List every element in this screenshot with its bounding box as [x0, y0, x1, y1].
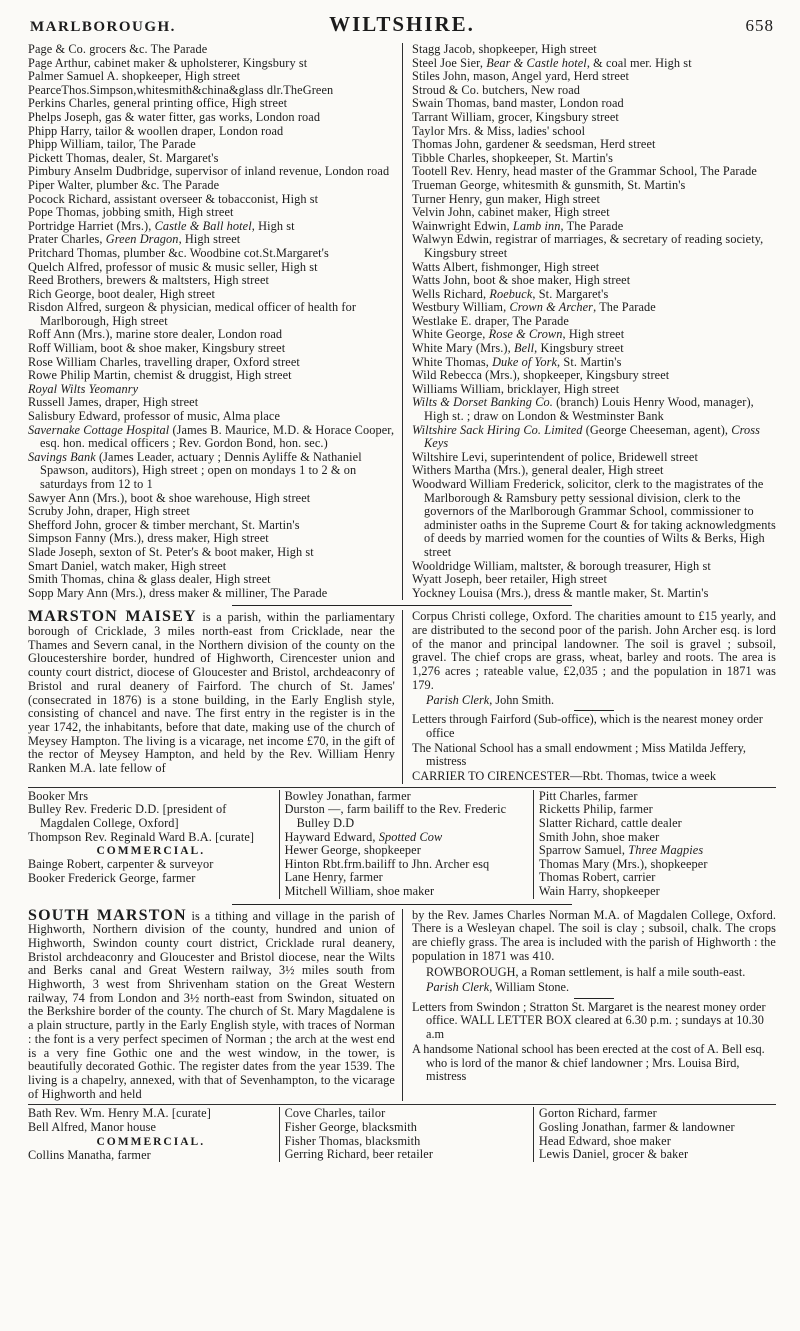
directory-entry: Velvin John, cabinet maker, High street [412, 205, 610, 220]
list-subheading: COMMERCIAL. [96, 845, 206, 858]
directory-entry: Wilts & Dorset Banking Co. (branch) Louis Henry Wood, manager), High st. ; draw on London & Westminster Bank [412, 395, 754, 424]
mini-divider-rule [574, 998, 614, 999]
directory-entry: Fisher Thomas, blacksmith [284, 1133, 421, 1148]
directory-entry: Rose William Charles, travelling draper, Oxford street [28, 354, 300, 369]
directory-entry: White Thomas, Duke of York, St. Martin's [412, 354, 622, 369]
directory-entry: Gerring Richard, beer retailer [284, 1147, 434, 1162]
directory-entry: Walwyn Edwin, registrar of marriages, & secretary of reading society, Kingsbury street [412, 232, 764, 260]
marston-maisey-left-column [28, 610, 402, 783]
directory-entry: Westbury William, Crown & Archer, The Parade [412, 300, 656, 315]
directory-entry: Rowe Philip Martin, chemist & druggist, High street [28, 368, 292, 383]
directory-entry: Salisbury Edward, professor of music, Alma place [28, 409, 281, 424]
south-marston-section [28, 906, 776, 1163]
directory-entry: Pritchard Thomas, plumber &c. Woodbine cot.St.Margaret's [28, 245, 329, 260]
directory-entry: Prater Charles, Green Dragon, High street [28, 232, 241, 247]
directory-entry: Smith John, shoe maker [538, 829, 660, 844]
directory-entry: The National School has a small endowment ; Miss Matilda Jeffery, mistress [412, 740, 746, 769]
directory-entry: Russell James, draper, High street [28, 395, 199, 410]
directory-right-column [402, 43, 776, 600]
directory-entry: Savernake Cottage Hospital (James B. Maurice, M.D. & Horace Cooper, esq. hon. medical officers ; Rev. Gordon Bond, hon. sec.) [28, 422, 395, 451]
directory-entry: Bowley Jonathan, farmer [284, 788, 411, 803]
marston-maisey-description [28, 610, 776, 783]
directory-entry: Royal Wilts Yeomanry [28, 381, 139, 396]
directory-entry: Simpson Fanny (Mrs.), dress maker, High street [28, 531, 269, 546]
directory-entry: Swain Thomas, band master, London road [412, 96, 624, 111]
directory-entry: Letters through Fairford (Sub-office), which is the nearest money order office [412, 712, 763, 740]
running-head-place: MARLBOROUGH. [30, 19, 176, 35]
directory-entry: Pickett Thomas, dealer, St. Margaret's [28, 150, 219, 165]
directory-entry: Ricketts Philip, farmer [538, 802, 653, 817]
directory-entry: Bainge Robert, carpenter & surveyor [28, 857, 214, 872]
directory-entry: Cove Charles, tailor [284, 1106, 386, 1121]
directory-entry: Quelch Alfred, professor of music & music seller, High st [28, 259, 318, 274]
directory-entry: Watts Albert, fishmonger, High street [412, 259, 600, 274]
directory-entry: Booker Frederick George, farmer [28, 870, 196, 885]
directory-entry: Durston —, farm bailiff to the Rev. Frederic Bulley D.D [284, 802, 507, 830]
directory-entry: CARRIER TO CIRENCESTER—Rbt. Thomas, twice a week [412, 769, 716, 784]
directory-entry: Page & Co. grocers &c. The Parade [28, 42, 208, 56]
rowborough-paragraph: ROWBOROUGH, a Roman settlement, is half a mile south-east. [426, 965, 746, 980]
directory-entry: Wainwright Edwin, Lamb inn, The Parade [412, 218, 624, 233]
parish-clerk-line: Parish Clerk, William Stone. [426, 980, 570, 995]
directory-entry: Pocock Richard, assistant overseer & tobacconist, High st [28, 191, 319, 206]
directory-entry: Mitchell William, shoe maker [284, 883, 435, 898]
south-marston-residents-list [28, 1104, 776, 1162]
residents-column-1 [28, 1107, 279, 1162]
directory-entry: Head Edward, shoe maker [538, 1133, 671, 1148]
directory-entry: Sopp Mary Ann (Mrs.), dress maker & milliner, The Parade [28, 585, 328, 600]
running-head-county: WILTSHIRE. [329, 12, 475, 36]
directory-entry: Booker Mrs [28, 788, 89, 803]
directory-entry: Taylor Mrs. & Miss, ladies' school [412, 123, 586, 138]
residents-column-2 [279, 1107, 533, 1162]
south-marston-right-column [402, 909, 776, 1102]
directory-entry: Turner Henry, gun maker, High street [412, 191, 600, 206]
parish-notes [412, 713, 776, 784]
parish-name-heading: SOUTH MARSTON [28, 906, 187, 924]
directory-entry: Smith Thomas, china & glass dealer, High street [28, 572, 271, 587]
directory-entry: Hinton Rbt.frm.bailiff to Jhn. Archer esq [284, 856, 490, 871]
south-marston-left-column [28, 906, 402, 1102]
directory-entry: Piper Walter, plumber &c. The Parade [28, 177, 220, 192]
directory-entry: Stagg Jacob, shopkeeper, High street [412, 42, 597, 56]
residents-column-2 [279, 790, 533, 899]
directory-entry: Wiltshire Levi, superintendent of police, Bridewell street [412, 449, 698, 464]
parish-clerk-line: Parish Clerk, John Smith. [426, 692, 555, 707]
directory-entry: Phelps Joseph, gas & water fitter, gas works, London road [28, 109, 321, 124]
directory-entry: Watts John, boot & shoe maker, High street [412, 273, 631, 288]
parish-intro-paragraph [28, 906, 395, 1102]
south-marston-description [28, 906, 776, 1102]
residents-column-1 [28, 790, 279, 899]
directory-entry: Collins Manatha, farmer [28, 1147, 151, 1162]
section-divider-rule [232, 904, 572, 905]
residents-column-3 [533, 1107, 776, 1162]
directory-entry: Gosling Jonathan, farmer & landowner [538, 1119, 735, 1134]
directory-entry: Wooldridge William, maltster, & borough treasurer, High st [412, 558, 711, 573]
directory-entry: Trueman George, whitesmith & gunsmith, St. Martin's [412, 177, 686, 192]
directory-entry: Shefford John, grocer & timber merchant, St. Martin's [28, 517, 300, 532]
directory-entry: Withers Martha (Mrs.), general dealer, High street [412, 463, 664, 478]
directory-entry: Tootell Rev. Henry, head master of the Grammar School, The Parade [412, 164, 757, 179]
directory-entry: Rich George, boot dealer, High street [28, 286, 216, 301]
page-number: 658 [745, 16, 774, 35]
list-subheading: COMMERCIAL. [96, 1135, 206, 1148]
directory-entry: Bath Rev. Wm. Henry M.A. [curate] [28, 1106, 211, 1121]
parish-intro-continued: Corpus Christi college, Oxford. The charities amount to £15 yearly, and are distributed to the second poor of the parish. John Archer esq. is lord of the manor and principal landowner. The soil is gravel ; subsoil, gravel. The chief crops are grass, wheat, barley and roots. The area is 1,276 acres ; rateable value, £2,035 ; and the population in 1871 was 179. [412, 609, 776, 692]
directory-entry: Sawyer Ann (Mrs.), boot & shoe warehouse, High street [28, 490, 311, 505]
marston-maisey-section [28, 610, 776, 898]
marston-maisey-residents-list [28, 787, 776, 899]
directory-entry: Lewis Daniel, grocer & baker [538, 1147, 689, 1162]
directory-entry: Palmer Samuel A. shopkeeper, High street [28, 69, 241, 84]
marlborough-directory [28, 43, 776, 600]
directory-left-column [28, 43, 402, 600]
section-divider-rule [232, 605, 572, 606]
directory-entry: Wild Rebecca (Mrs.), shopkeeper, Kingsbury street [412, 368, 670, 383]
parish-intro-continued: by the Rev. James Charles Norman M.A. of Magdalen College, Oxford. There is a Wesleyan chapel. The soil is clay ; subsoil, chalk. The crops are chiefly grass. The area is included with the parish of Highworth : the population in 1871 was 410. [412, 907, 776, 963]
mini-divider-rule [574, 710, 614, 711]
directory-entry: Wells Richard, Roebuck, St. Margaret's [412, 286, 609, 301]
directory-entry: Bulley Rev. Frederic D.D. [president of Magdalen College, Oxford] [28, 802, 227, 830]
directory-entry: Reed Brothers, brewers & maltsters, High street [28, 273, 270, 288]
directory-entry: Bell Alfred, Manor house [28, 1119, 157, 1134]
directory-entry: Yockney Louisa (Mrs.), dress & mantle maker, St. Martin's [412, 585, 709, 600]
parish-intro-text: is a tithing and village in the parish of Highworth, Northern division of the county, hundred and union of Highworth, Swindon county court district, Cricklade rural deanery, Bristol archdeaconry and Gloucester and Bristol diocese, near the Wilts and Berks canal and Great Western railway, 3½ miles south from Highworth, 3 west from Shrivenham station on the Great Western railway, 74 from London and 3½ north-east from Swindon, situated on the Berkshire border of the county. The church of St. Mary Magdalene is a plain structure, partly in the Early English style, with traces of Norman : the font is a very perfect specimen of Norman ; the arch at the west end is a very fine Gothic one and the west window, in the tower, is beautifully decorated Gothic. The register dates from the year 1539. The living is a chapelry, annexed, with that of Sevenhampton, to the vicarage of Highworth and held [28, 908, 395, 1101]
directory-entry: Steel Joe Sier, Bear & Castle hotel, & coal mer. High st [412, 55, 692, 70]
directory-entry: Smart Daniel, watch maker, High street [28, 558, 227, 573]
directory-entry: Stiles John, mason, Angel yard, Herd street [412, 69, 630, 84]
directory-entry: Wyatt Joseph, beer retailer, High street [412, 572, 608, 587]
directory-entry: Stroud & Co. butchers, New road [412, 82, 581, 97]
parish-notes [412, 1001, 776, 1084]
directory-entry: Sparrow Samuel, Three Magpies [538, 843, 704, 858]
directory-entry: Westlake E. draper, The Parade [412, 313, 569, 328]
directory-entry: Page Arthur, cabinet maker & upholsterer, Kingsbury st [28, 55, 308, 70]
directory-entry: Thomas Robert, carrier [538, 870, 656, 885]
directory-entry: Risdon Alfred, surgeon & physician, medical officer of health for Marlborough, High street [28, 300, 357, 328]
parish-intro-paragraph [28, 610, 395, 775]
directory-entry: Letters from Swindon ; Stratton St. Margaret is the nearest money order office. WALL LETTER BOX cleared at 6.30 p.m. ; sundays at 10.30 a.m [412, 999, 766, 1042]
parish-name-heading: MARSTON MAISEY [28, 608, 197, 626]
directory-entry: Gorton Richard, farmer [538, 1106, 657, 1121]
directory-entry: Lane Henry, farmer [284, 870, 383, 885]
directory-entry: White Mary (Mrs.), Bell, Kingsbury street [412, 341, 624, 356]
directory-entry: Williams William, bricklayer, High street [412, 381, 620, 396]
directory-entry: Pitt Charles, farmer [538, 788, 638, 803]
directory-entry: Thompson Rev. Reginald Ward B.A. [curate] [28, 829, 255, 844]
directory-entry: Tibble Charles, shopkeeper, St. Martin's [412, 150, 613, 165]
directory-entry: Perkins Charles, general printing office, High street [28, 96, 288, 111]
directory-entry: Pimbury Anselm Dudbridge, supervisor of inland revenue, London road [28, 164, 390, 179]
directory-entry: Roff Ann (Mrs.), marine store dealer, London road [28, 327, 283, 342]
directory-entry: Savings Bank (James Leader, actuary ; Dennis Ayliffe & Nathaniel Spawson, auditors), High street ; open on mondays 1 to 2 & on saturdays from 12 to 1 [28, 449, 362, 491]
parish-intro-text: is a parish, within the parliamentary borough of Cricklade, 3 miles north-east from Cricklade, near the Thames and Severn canal, in the Northern division of the county on the Gloucestershire border, hundred of Highworth, Cirencester union and county court district, diocese of Gloucester and Bristol, archdeaconry of Bristol and rural deanery of Fairford. The church of St. James' (consecrated in 1876) is a stone building, in the Early English style, consisting of chancel and nave. The first entry in the register is in the year 1742, the inhabitants, before that date, making use of the church of Meysey Hampton. The living is a vicarage, net income £70, in the gift of the rector of Meysey Hampton, and held by the Rev. William Henry Ranken M.A. late fellow of [28, 610, 395, 776]
directory-entry: Hewer George, shopkeeper [284, 843, 421, 858]
directory-entry: Slade Joseph, sexton of St. Peter's & boot maker, High st [28, 544, 314, 559]
directory-entry: Woodward William Frederick, solicitor, clerk to the magistrates of the Marlborough & Ramsbury petty sessional division, clerk to the governors of the Marlborough Grammar School, commissioner to administer oaths in the Supreme Court & for taking acknowledgments of deeds by married women for the counties of Wilts & Berks, High street [412, 477, 776, 559]
directory-entry: Fisher George, blacksmith [284, 1119, 417, 1134]
directory-entry: Hayward Edward, Spotted Cow [284, 829, 443, 844]
directory-entry: Portridge Harriet (Mrs.), Castle & Ball hotel, High st [28, 218, 295, 233]
running-head [28, 10, 776, 43]
directory-entry: Thomas John, gardener & seedsman, Herd street [412, 137, 656, 152]
directory-entry: Pope Thomas, jobbing smith, High street [28, 205, 234, 220]
directory-entry: Scruby John, draper, High street [28, 504, 190, 519]
directory-entry: Phipp Harry, tailor & woollen draper, London road [28, 123, 284, 138]
residents-column-3 [533, 790, 776, 899]
directory-entry: Thomas Mary (Mrs.), shopkeeper [538, 856, 708, 871]
directory-entry: PearceThos.Simpson,whitesmith&china&glass dlr.TheGreen [28, 82, 334, 97]
directory-entry: Wiltshire Sack Hiring Co. Limited (George Cheeseman, agent), Cross Keys [412, 422, 761, 451]
directory-entry: Tarrant William, grocer, Kingsbury street [412, 109, 619, 124]
directory-entry: A handsome National school has been erected at the cost of A. Bell esq. who is lord of the manor & chief landowner ; Mrs. Louisa Bird, mistress [412, 1041, 765, 1084]
directory-entry: White George, Rose & Crown, High street [412, 327, 625, 342]
directory-entry: Roff William, boot & shoe maker, Kingsbury street [28, 341, 286, 356]
marston-maisey-right-column [402, 610, 776, 783]
directory-entry: Wain Harry, shopkeeper [538, 883, 660, 898]
directory-entry: Phipp William, tailor, The Parade [28, 137, 196, 152]
directory-entry: Slatter Richard, cattle dealer [538, 815, 682, 830]
